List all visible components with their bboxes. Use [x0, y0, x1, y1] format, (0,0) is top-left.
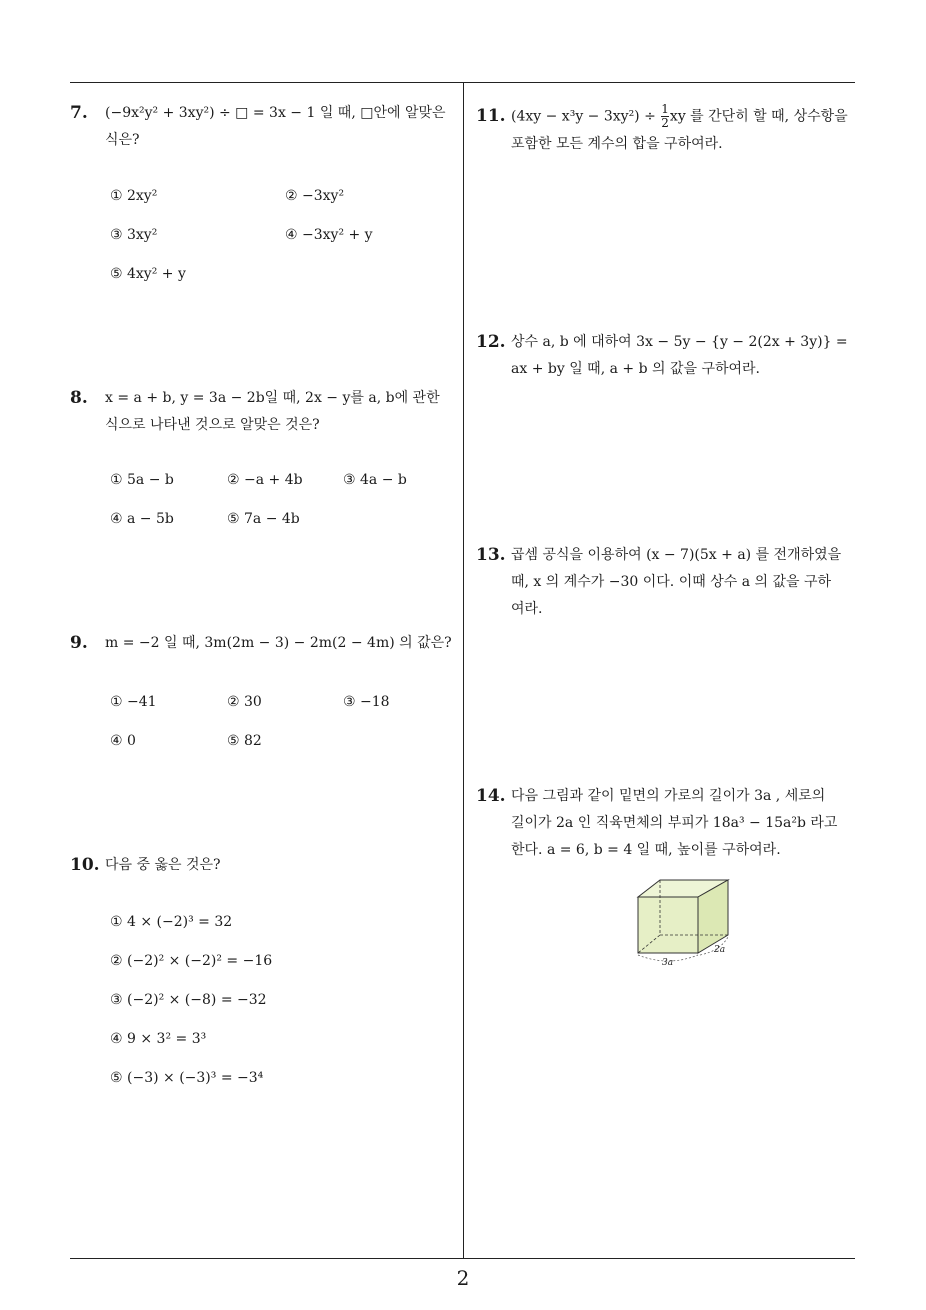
column-divider: [463, 82, 464, 1258]
option-4[interactable]: ④ a − 5b: [110, 511, 174, 527]
question-stem-line1: x = a + b, y = 3a − 2b일 때, 2x − y를 a, b에 관한: [105, 390, 440, 406]
option-5[interactable]: ⑤ (−3) × (−3)³ = −3⁴: [110, 1070, 264, 1086]
question-12: [476, 329, 861, 383]
width-label: 3a: [662, 958, 674, 968]
option-4[interactable]: ④ −3xy² + y: [285, 227, 373, 243]
option-1[interactable]: ① 4 × (−2)³ = 32: [110, 914, 233, 930]
question-number: 13.: [476, 545, 506, 565]
question-stem-line2: 길이가 2a 인 직육면체의 부피가 18a³ − 15a²b 라고: [511, 815, 838, 831]
question-13: [476, 542, 861, 623]
question-stem-line1: 다음 그림과 같이 밑면의 가로의 길이가 3a , 세로의: [511, 788, 826, 804]
question-10: [70, 852, 460, 879]
question-stem-line3: 여라.: [511, 601, 543, 617]
option-5[interactable]: ⑤ 7a − 4b: [227, 511, 300, 527]
option-4[interactable]: ④ 9 × 3² = 3³: [110, 1031, 207, 1047]
question-number: 8.: [70, 388, 88, 408]
question-stem-line1: 상수 a, b 에 대하여 3x − 5y − {y − 2(2x + 3y)} =: [511, 334, 848, 350]
question-stem-line2: 식으로 나타낸 것으로 알맞은 것은?: [105, 417, 320, 433]
stem-post: xy 를 간단히 할 때, 상수항을: [669, 108, 848, 125]
fraction-numerator: 1: [661, 102, 669, 116]
front-face: [638, 897, 698, 953]
question-stem-line3: 한다. a = 6, b = 4 일 때, 높이를 구하여라.: [511, 842, 781, 858]
option-3[interactable]: ③ 3xy²: [110, 227, 158, 243]
question-number: 9.: [70, 633, 88, 653]
stem-pre: (4xy − x³y − 3xy²) ÷: [511, 108, 656, 125]
depth-label: 2a: [714, 945, 726, 955]
question-stem-line1: 곱셈 공식을 이용하여 (x − 7)(5x + a) 를 전개하였을: [511, 547, 842, 563]
option-1[interactable]: ① 5a − b: [110, 472, 174, 488]
option-2[interactable]: ② 30: [227, 694, 262, 710]
option-5[interactable]: ⑤ 82: [227, 733, 262, 749]
option-5[interactable]: ⑤ 4xy² + y: [110, 266, 186, 282]
question-stem-line2: 때, x 의 계수가 −30 이다. 이때 상수 a 의 값을 구하: [511, 574, 832, 590]
question-11: [476, 103, 861, 158]
question-7: [70, 100, 460, 154]
fraction-denominator: 2: [661, 116, 669, 130]
option-2[interactable]: ② −3xy²: [285, 188, 345, 204]
question-number: 10.: [70, 855, 100, 875]
question-number: 11.: [476, 106, 506, 126]
question-number: 12.: [476, 332, 506, 352]
fraction-one-half: [661, 103, 669, 130]
option-2[interactable]: ② (−2)² × (−2)² = −16: [110, 953, 273, 969]
option-4[interactable]: ④ 0: [110, 733, 136, 749]
bottom-rule: [70, 1258, 855, 1259]
question-number: 7.: [70, 103, 88, 123]
question-stem-line2: 포함한 모든 계수의 합을 구하여라.: [511, 135, 723, 152]
option-3[interactable]: ③ 4a − b: [343, 472, 407, 488]
option-1[interactable]: ① 2xy²: [110, 188, 158, 204]
question-14: [476, 783, 861, 864]
page-number: 2: [456, 1266, 470, 1290]
option-3[interactable]: ③ −18: [343, 694, 390, 710]
question-stem-line2: ax + by 일 때, a + b 의 값을 구하여라.: [511, 361, 761, 377]
option-3[interactable]: ③ (−2)² × (−8) = −32: [110, 992, 267, 1008]
question-8: [70, 385, 460, 439]
question-9: [70, 630, 460, 657]
question-stem-line1: (−9x²y² + 3xy²) ÷ □ = 3x − 1 일 때, □안에 알맞은: [105, 105, 446, 121]
option-2[interactable]: ② −a + 4b: [227, 472, 303, 488]
question-stem-line1: 다음 중 옳은 것은?: [105, 857, 221, 873]
question-stem-line2: 식은?: [105, 132, 140, 148]
option-1[interactable]: ① −41: [110, 694, 157, 710]
question-number: 14.: [476, 786, 506, 806]
question-stem-line1: [511, 103, 861, 131]
question-stem-line1: m = −2 일 때, 3m(2m − 3) − 2m(2 − 4m) 의 값은?: [105, 635, 452, 651]
cuboid-figure: [630, 875, 740, 970]
